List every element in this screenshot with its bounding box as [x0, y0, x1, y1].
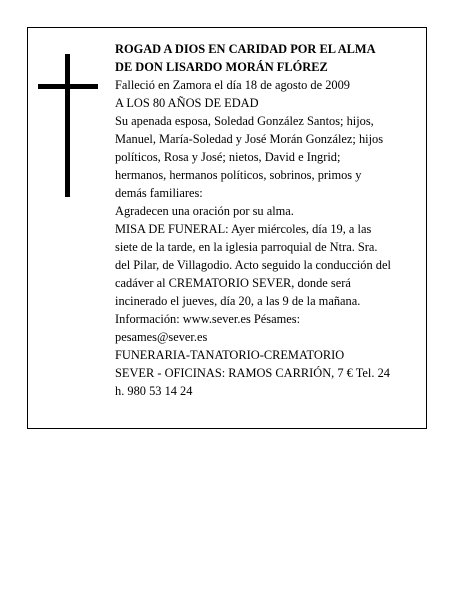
info-paragraph — [115, 310, 427, 346]
heading-line: ROGAD A DIOS EN CARIDAD POR EL ALMA — [115, 42, 376, 56]
family-line: Manuel, María-Soledad y José Morán González; hijos — [115, 132, 384, 146]
family-line: Su apenada esposa, Soledad González Santos; hijos, — [115, 114, 374, 128]
cross-vertical-bar — [65, 54, 70, 197]
death-info-line: Falleció en Zamora el día 18 de agosto de 2009 — [115, 78, 351, 92]
funeral-paragraph — [115, 220, 427, 310]
age-line — [115, 94, 427, 112]
info-line: pesames@sever.es — [115, 330, 208, 344]
funeral-line: del Pilar, de Villagodio. Acto seguido la conducción del — [115, 258, 391, 272]
funeral-line: cadáver al CREMATORIO SEVER, donde será — [115, 276, 351, 290]
funeral-line: incinerado el jueves, día 20, a las 9 de la mañana. — [115, 294, 361, 308]
family-line: hermanos, hermanos políticos, sobrinos, primos y — [115, 168, 362, 182]
info-line: Información: www.sever.es Pésames: — [115, 312, 301, 326]
latin-cross-icon — [38, 54, 98, 197]
death-info — [115, 76, 427, 94]
heading-line: DE DON LISARDO MORÁN FLÓREZ — [115, 60, 328, 74]
prayer-request-line: Agradecen una oración por su alma. — [115, 204, 294, 218]
prayer-request — [115, 202, 427, 220]
obituary-text — [115, 40, 427, 400]
family-line: demás familiares: — [115, 186, 203, 200]
funeral-home-paragraph — [115, 346, 427, 400]
funeral-home-line: h. 980 53 14 24 — [115, 384, 193, 398]
funeral-home-line: SEVER - OFICINAS: RAMOS CARRIÓN, 7 € Tel. 24 — [115, 366, 390, 380]
age-text: A LOS 80 AÑOS DE EDAD — [115, 96, 259, 110]
funeral-line: siete de la tarde, en la iglesia parroquial de Ntra. Sra. — [115, 240, 378, 254]
funeral-home-line: FUNERARIA-TANATORIO-CREMATORIO — [115, 348, 345, 362]
obituary-heading — [115, 40, 427, 76]
cross-horizontal-bar — [38, 84, 98, 89]
funeral-line: MISA DE FUNERAL: Ayer miércoles, día 19, a las — [115, 222, 372, 236]
family-paragraph — [115, 112, 427, 202]
family-line: políticos, Rosa y José; nietos, David e Ingrid; — [115, 150, 341, 164]
